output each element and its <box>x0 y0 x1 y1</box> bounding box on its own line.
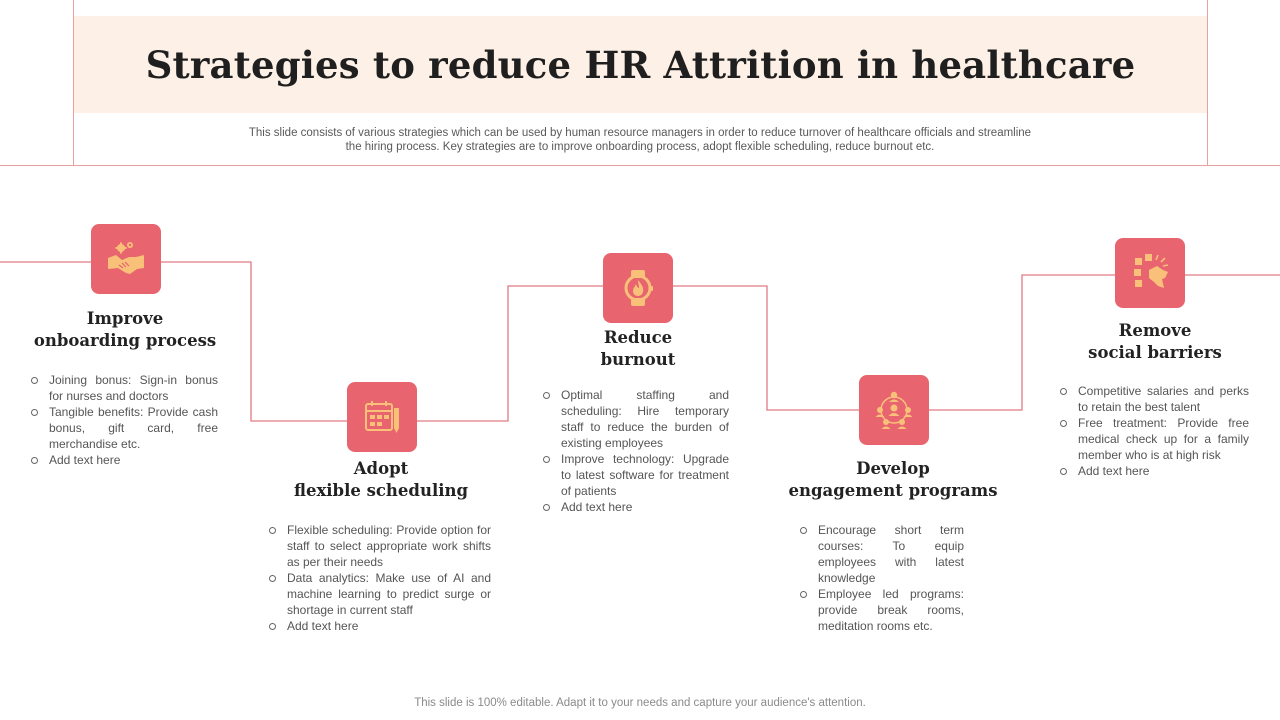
list-item: Employee led programs: provide break rooms, meditation rooms etc. <box>799 586 964 634</box>
step-title-line: burnout <box>600 350 676 369</box>
list-item: Flexible scheduling: Provide option for staff to select appropriate work shifts as per their needs <box>268 522 491 570</box>
bullet-list-scheduling <box>268 522 491 634</box>
step-title-line: Remove <box>1118 321 1192 340</box>
list-item: Add text here <box>1059 463 1249 479</box>
step-title-line: flexible scheduling <box>293 481 469 500</box>
breaking-barrier-icon <box>1115 238 1185 308</box>
step-title-line: Reduce <box>603 328 673 347</box>
step-title-scheduling <box>270 458 492 502</box>
step-title-line: engagement programs <box>788 481 998 500</box>
step-title-line: Develop <box>856 459 930 478</box>
slide-title: Strategies to reduce HR Attrition in healthcare <box>145 42 1136 87</box>
step-title-burnout <box>538 327 738 371</box>
smartwatch-flame-icon <box>603 253 673 323</box>
step-title-line: social barriers <box>1088 343 1222 362</box>
people-network-icon <box>859 375 929 445</box>
step-title-line: onboarding process <box>33 331 217 350</box>
bullet-list-barriers <box>1059 383 1249 479</box>
list-item: Add text here <box>30 452 218 468</box>
list-item: Tangible benefits: Provide cash bonus, gift card, free merchandise etc. <box>30 404 218 452</box>
list-item: Add text here <box>542 499 729 515</box>
list-item: Optimal staffing and scheduling: Hire temporary staff to reduce the burden of existing employees <box>542 387 729 451</box>
footer-note: This slide is 100% editable. Adapt it to your needs and capture your audience's attention. <box>414 697 866 709</box>
list-item: Improve technology: Upgrade to latest software for treatment of patients <box>542 451 729 499</box>
calendar-pencil-icon <box>347 382 417 452</box>
list-item: Add text here <box>268 618 491 634</box>
subtitle-line-2: the hiring process. Key strategies are to improve onboarding process, adopt flexible scheduling, reduce burnout etc. <box>345 141 935 153</box>
subtitle-line-1: This slide consists of various strategies which can be used by human resource managers in order to reduce turnover of healthcare officials and streamline <box>248 127 1032 139</box>
list-item: Free treatment: Provide free medical check up for a family member who is at high risk <box>1059 415 1249 463</box>
step-title-barriers <box>1055 320 1255 364</box>
list-item: Encourage short term courses: To equip employees with latest knowledge <box>799 522 964 586</box>
step-title-engagement <box>778 458 1008 502</box>
bullet-list-engagement <box>799 522 964 634</box>
list-item: Data analytics: Make use of AI and machine learning to predict surge or shortage in current staff <box>268 570 491 618</box>
bullet-list-onboarding <box>30 372 218 468</box>
step-title-onboarding <box>20 308 230 352</box>
list-item: Competitive salaries and perks to retain the best talent <box>1059 383 1249 415</box>
bullet-list-burnout <box>542 387 729 515</box>
list-item: Joining bonus: Sign-in bonus for nurses and doctors <box>30 372 218 404</box>
step-title-line: Adopt <box>353 459 409 478</box>
step-title-line: Improve <box>86 309 164 328</box>
handshake-gears-icon <box>91 224 161 294</box>
